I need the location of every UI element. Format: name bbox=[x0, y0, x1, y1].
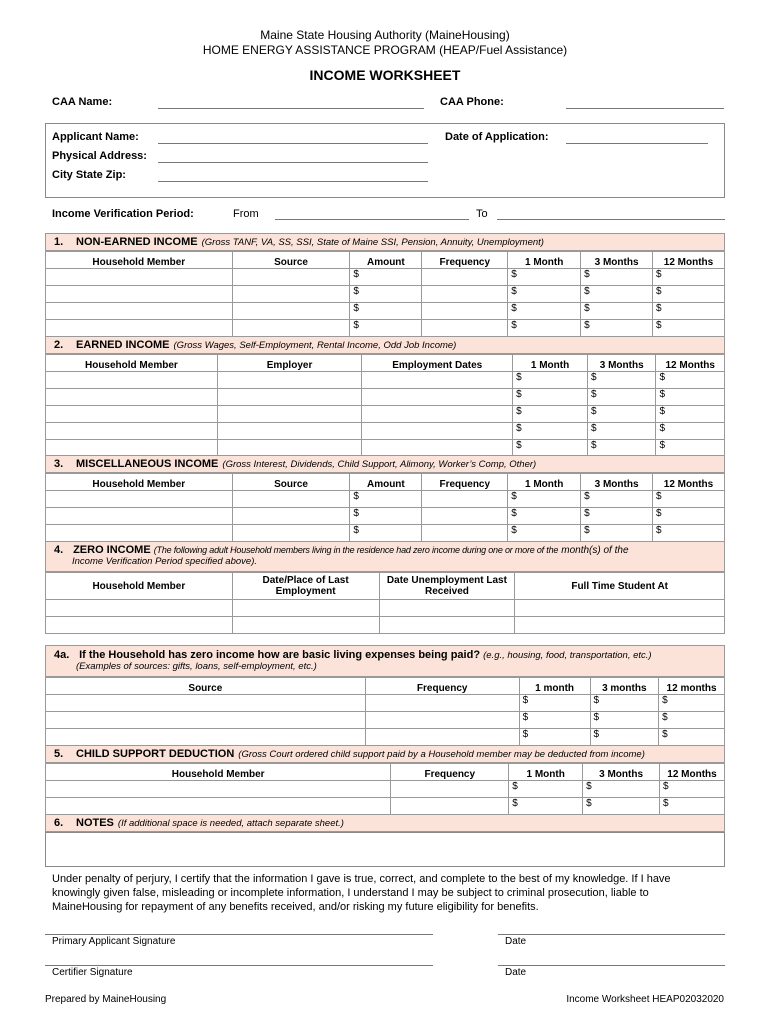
section-4-number: 4. bbox=[54, 544, 64, 556]
child-support-table bbox=[45, 763, 725, 815]
col-frequency: Frequency bbox=[391, 764, 509, 781]
col-1-month: 1 Month bbox=[508, 474, 581, 491]
certifier-signature-label: Certifier Signature bbox=[52, 967, 133, 978]
cell[interactable] bbox=[379, 617, 515, 634]
col-source: Source bbox=[46, 678, 366, 695]
section-3-description: (Gross Interest, Dividends, Child Support, Alimony, Worker’s Comp, Other) bbox=[222, 458, 537, 470]
col-amount: Amount bbox=[350, 474, 422, 491]
dollar-cell[interactable]: $ bbox=[587, 423, 656, 440]
col-12-months: 12 Months bbox=[660, 764, 725, 781]
cell[interactable] bbox=[422, 525, 508, 542]
primary-date-line[interactable] bbox=[498, 934, 725, 935]
dollar-cell[interactable]: $ bbox=[653, 508, 725, 525]
dollar-cell[interactable]: $ bbox=[581, 269, 653, 286]
section-4-header bbox=[45, 541, 725, 572]
dollar-cell[interactable]: $ bbox=[656, 389, 725, 406]
cell[interactable] bbox=[362, 440, 513, 457]
dollar-cell[interactable]: $ bbox=[581, 525, 653, 542]
period-to-field[interactable] bbox=[497, 219, 725, 220]
col-3-months: 3 Months bbox=[587, 355, 656, 372]
table-row bbox=[46, 440, 725, 457]
cell[interactable] bbox=[422, 320, 508, 337]
col-full-time-student: Full Time Student At bbox=[515, 573, 725, 600]
cell[interactable] bbox=[422, 508, 508, 525]
cell[interactable] bbox=[46, 320, 233, 337]
cell[interactable] bbox=[362, 372, 513, 389]
dollar-cell[interactable]: $ bbox=[513, 423, 588, 440]
dollar-cell[interactable]: $ bbox=[508, 269, 581, 286]
section-3-header bbox=[45, 455, 725, 473]
period-from-field[interactable] bbox=[275, 219, 469, 220]
dollar-cell[interactable]: $ bbox=[587, 440, 656, 457]
cell[interactable] bbox=[46, 600, 233, 617]
dollar-cell[interactable]: $ bbox=[508, 286, 581, 303]
cell[interactable] bbox=[232, 320, 350, 337]
col-frequency: Frequency bbox=[422, 252, 508, 269]
section-2-title: EARNED INCOME bbox=[76, 339, 170, 351]
cell[interactable] bbox=[217, 372, 362, 389]
cell[interactable] bbox=[515, 617, 725, 634]
application-date-label: Date of Application: bbox=[445, 131, 549, 143]
table-row bbox=[46, 525, 725, 542]
col-frequency: Frequency bbox=[365, 678, 519, 695]
section-6-number: 6. bbox=[54, 817, 64, 829]
section-2-number: 2. bbox=[54, 339, 64, 351]
table-row bbox=[46, 617, 725, 634]
certifier-date-label: Date bbox=[505, 967, 527, 978]
section-1-header bbox=[45, 233, 725, 251]
table-row bbox=[46, 286, 725, 303]
table-row bbox=[46, 389, 725, 406]
dollar-cell[interactable]: $ bbox=[660, 798, 725, 815]
dollar-cell[interactable]: $ bbox=[508, 491, 581, 508]
col-1-month: 1 Month bbox=[509, 764, 583, 781]
cell[interactable] bbox=[232, 491, 350, 508]
section-5-header bbox=[45, 745, 725, 763]
cell[interactable] bbox=[362, 423, 513, 440]
cell[interactable] bbox=[46, 712, 366, 729]
miscellaneous-income-table bbox=[45, 473, 725, 542]
cell[interactable] bbox=[362, 406, 513, 423]
col-1-month: 1 month bbox=[519, 678, 590, 695]
cell[interactable] bbox=[46, 303, 233, 320]
section-5-description: (Gross Court ordered child support paid by a Household member may be deducted from income) bbox=[238, 748, 645, 760]
dollar-cell[interactable]: $ bbox=[350, 525, 422, 542]
caa-name-label: CAA Name: bbox=[52, 96, 113, 108]
footer-prepared-by: Prepared by MaineHousing bbox=[45, 994, 167, 1005]
certification-line-2: knowingly given false, misleading or incomplete information, I understand I may be subject to criminal prosecution, liable to bbox=[52, 887, 649, 899]
dollar-cell[interactable]: $ bbox=[587, 372, 656, 389]
certifier-signature-line[interactable] bbox=[45, 965, 433, 966]
caa-phone-label: CAA Phone: bbox=[440, 96, 504, 108]
col-amount: Amount bbox=[350, 252, 422, 269]
applicant-name-label: Applicant Name: bbox=[52, 131, 139, 143]
certification-line-1: Under penalty of perjury, I certify that the information I gave is true, correct, and complete to the best of my knowledge. If I have bbox=[52, 873, 671, 885]
dollar-cell[interactable]: $ bbox=[350, 269, 422, 286]
dollar-cell[interactable]: $ bbox=[508, 303, 581, 320]
cell[interactable] bbox=[422, 286, 508, 303]
cell[interactable] bbox=[232, 617, 379, 634]
cell[interactable] bbox=[422, 269, 508, 286]
cell[interactable] bbox=[232, 303, 350, 320]
cell[interactable] bbox=[365, 729, 519, 746]
section-4-title: ZERO INCOME bbox=[73, 544, 151, 556]
application-date-field[interactable] bbox=[566, 143, 708, 144]
col-source: Source bbox=[232, 252, 350, 269]
city-state-zip-field[interactable] bbox=[158, 181, 428, 182]
cell[interactable] bbox=[217, 389, 362, 406]
certification-line-3: MaineHousing for repayment of any benefits received, and/or risking my future eligibility for benefits. bbox=[52, 901, 539, 913]
cell[interactable] bbox=[46, 269, 233, 286]
table-row bbox=[46, 320, 725, 337]
section-5-number: 5. bbox=[54, 748, 64, 760]
section-2-header bbox=[45, 336, 725, 354]
table-row bbox=[46, 600, 725, 617]
dollar-cell[interactable]: $ bbox=[583, 781, 660, 798]
dollar-cell[interactable]: $ bbox=[350, 303, 422, 320]
caa-phone-field[interactable] bbox=[566, 108, 724, 109]
certification-text bbox=[52, 872, 732, 914]
col-3-months: 3 Months bbox=[581, 474, 653, 491]
table-row bbox=[46, 712, 725, 729]
dollar-cell[interactable]: $ bbox=[350, 508, 422, 525]
col-12-months: 12 Months bbox=[656, 355, 725, 372]
col-last-employment: Date/Place of Last Employment bbox=[232, 573, 379, 600]
section-4a-header bbox=[45, 645, 725, 677]
primary-signature-label: Primary Applicant Signature bbox=[52, 936, 176, 947]
cell[interactable] bbox=[217, 423, 362, 440]
col-12-months: 12 Months bbox=[653, 474, 725, 491]
section-4-description: (The following adult Household members living in the residence had zero income during one or more of the bbox=[153, 545, 559, 555]
cell[interactable] bbox=[515, 600, 725, 617]
dollar-cell[interactable]: $ bbox=[350, 286, 422, 303]
non-earned-income-table bbox=[45, 251, 725, 337]
footer-form-id: Income Worksheet HEAP02032020 bbox=[566, 994, 724, 1005]
cell[interactable] bbox=[232, 508, 350, 525]
dollar-cell[interactable]: $ bbox=[508, 525, 581, 542]
zero-income-table bbox=[45, 572, 725, 634]
table-row bbox=[46, 269, 725, 286]
dollar-cell[interactable]: $ bbox=[513, 372, 588, 389]
cell[interactable] bbox=[232, 286, 350, 303]
section-3-title: MISCELLANEOUS INCOME bbox=[76, 458, 219, 470]
table-row bbox=[46, 303, 725, 320]
cell[interactable] bbox=[217, 440, 362, 457]
physical-address-field[interactable] bbox=[158, 162, 428, 163]
section-6-title: NOTES bbox=[76, 817, 114, 829]
col-1-month: 1 Month bbox=[513, 355, 588, 372]
dollar-cell[interactable]: $ bbox=[653, 303, 725, 320]
cell[interactable] bbox=[46, 525, 233, 542]
primary-date-label: Date bbox=[505, 936, 527, 947]
cell[interactable] bbox=[365, 695, 519, 712]
cell[interactable] bbox=[46, 372, 218, 389]
dollar-cell[interactable]: $ bbox=[508, 508, 581, 525]
col-employer: Employer bbox=[217, 355, 362, 372]
dollar-cell[interactable]: $ bbox=[653, 491, 725, 508]
cell[interactable] bbox=[391, 798, 509, 815]
dollar-cell[interactable]: $ bbox=[513, 406, 588, 423]
dollar-cell[interactable]: $ bbox=[581, 508, 653, 525]
cell[interactable] bbox=[46, 798, 391, 815]
cell[interactable] bbox=[232, 269, 350, 286]
dollar-cell[interactable]: $ bbox=[659, 712, 725, 729]
dollar-cell[interactable]: $ bbox=[656, 372, 725, 389]
zero-income-sources-table bbox=[45, 677, 725, 746]
dollar-cell[interactable]: $ bbox=[508, 320, 581, 337]
from-label: From bbox=[233, 208, 259, 220]
section-4a-description: (e.g., housing, food, transportation, etc.) bbox=[483, 650, 652, 661]
cell[interactable] bbox=[422, 303, 508, 320]
cell[interactable] bbox=[232, 600, 379, 617]
caa-name-field[interactable] bbox=[158, 108, 424, 109]
to-label: To bbox=[476, 208, 488, 220]
dollar-cell[interactable]: $ bbox=[659, 729, 725, 746]
dollar-cell[interactable]: $ bbox=[653, 525, 725, 542]
dollar-cell[interactable]: $ bbox=[587, 406, 656, 423]
program-name: HOME ENERGY ASSISTANCE PROGRAM (HEAP/Fuel Assistance) bbox=[202, 43, 568, 57]
dollar-cell[interactable]: $ bbox=[653, 320, 725, 337]
section-4-description-2: Income Verification Period specified above). bbox=[72, 556, 257, 567]
col-1-month: 1 Month bbox=[508, 252, 581, 269]
table-row bbox=[46, 781, 725, 798]
applicant-name-field[interactable] bbox=[158, 143, 428, 144]
cell[interactable] bbox=[362, 389, 513, 406]
cell[interactable] bbox=[422, 491, 508, 508]
cell[interactable] bbox=[46, 389, 218, 406]
section-1-number: 1. bbox=[54, 236, 64, 248]
table-row bbox=[46, 406, 725, 423]
dollar-cell[interactable]: $ bbox=[519, 695, 590, 712]
col-household-member: Household Member bbox=[46, 252, 233, 269]
cell[interactable] bbox=[46, 423, 218, 440]
col-3-months: 3 Months bbox=[581, 252, 653, 269]
cell[interactable] bbox=[46, 508, 233, 525]
section-4a-examples: (Examples of sources: gifts, loans, self-employment, etc.) bbox=[76, 661, 317, 672]
section-5-title: CHILD SUPPORT DEDUCTION bbox=[76, 748, 235, 760]
cell[interactable] bbox=[46, 406, 218, 423]
col-frequency: Frequency bbox=[422, 474, 508, 491]
table-row bbox=[46, 695, 725, 712]
cell[interactable] bbox=[217, 406, 362, 423]
dollar-cell[interactable]: $ bbox=[656, 440, 725, 457]
dollar-cell[interactable]: $ bbox=[350, 491, 422, 508]
table-row bbox=[46, 423, 725, 440]
col-source: Source bbox=[232, 474, 350, 491]
dollar-cell[interactable]: $ bbox=[581, 491, 653, 508]
col-household-member: Household Member bbox=[46, 474, 233, 491]
cell[interactable] bbox=[391, 781, 509, 798]
dollar-cell[interactable]: $ bbox=[581, 303, 653, 320]
section-6-header bbox=[45, 814, 725, 832]
dollar-cell[interactable]: $ bbox=[659, 695, 725, 712]
col-12-months: 12 months bbox=[659, 678, 725, 695]
physical-address-label: Physical Address: bbox=[52, 150, 147, 162]
certifier-date-line[interactable] bbox=[498, 965, 725, 966]
cell[interactable] bbox=[46, 440, 218, 457]
cell[interactable] bbox=[46, 617, 233, 634]
agency-name: Maine State Housing Authority (MaineHousing) bbox=[260, 28, 510, 42]
dollar-cell[interactable]: $ bbox=[587, 389, 656, 406]
dollar-cell[interactable]: $ bbox=[350, 320, 422, 337]
section-4a-title: If the Household has zero income how are basic living expenses being paid? bbox=[79, 649, 481, 661]
dollar-cell[interactable]: $ bbox=[519, 712, 590, 729]
dollar-cell[interactable]: $ bbox=[653, 286, 725, 303]
table-row bbox=[46, 508, 725, 525]
col-unemployment-last-received: Date Unemployment Last Received bbox=[379, 573, 515, 600]
dollar-cell[interactable]: $ bbox=[513, 440, 588, 457]
earned-income-table bbox=[45, 354, 725, 457]
dollar-cell[interactable]: $ bbox=[513, 389, 588, 406]
dollar-cell[interactable]: $ bbox=[590, 695, 659, 712]
col-employment-dates: Employment Dates bbox=[362, 355, 513, 372]
dollar-cell[interactable]: $ bbox=[656, 406, 725, 423]
dollar-cell[interactable]: $ bbox=[590, 729, 659, 746]
cell[interactable] bbox=[365, 712, 519, 729]
table-row bbox=[46, 729, 725, 746]
dollar-cell[interactable]: $ bbox=[509, 781, 583, 798]
col-3-months: 3 months bbox=[590, 678, 659, 695]
dollar-cell[interactable]: $ bbox=[656, 423, 725, 440]
dollar-cell[interactable]: $ bbox=[583, 798, 660, 815]
section-3-number: 3. bbox=[54, 458, 64, 470]
section-4a-number: 4a. bbox=[54, 649, 70, 661]
section-1-title: NON-EARNED INCOME bbox=[76, 236, 198, 248]
primary-signature-line[interactable] bbox=[45, 934, 433, 935]
dollar-cell[interactable]: $ bbox=[581, 320, 653, 337]
section-1-description: (Gross TANF, VA, SS, SSI, State of Maine SSI, Pension, Annuity, Unemployment) bbox=[201, 236, 544, 248]
cell[interactable] bbox=[379, 600, 515, 617]
cell[interactable] bbox=[46, 729, 366, 746]
section-6-description: (If additional space is needed, attach separate sheet.) bbox=[117, 817, 344, 829]
applicant-box bbox=[45, 123, 725, 198]
section-4-description-month: month(s) of the bbox=[561, 545, 629, 556]
col-12-months: 12 Months bbox=[653, 252, 725, 269]
dollar-cell[interactable]: $ bbox=[653, 269, 725, 286]
col-household-member: Household Member bbox=[46, 573, 233, 600]
table-row bbox=[46, 491, 725, 508]
cell[interactable] bbox=[46, 491, 233, 508]
cell[interactable] bbox=[46, 695, 366, 712]
notes-area[interactable] bbox=[45, 832, 725, 867]
verification-period-label: Income Verification Period: bbox=[52, 208, 194, 220]
city-state-zip-label: City State Zip: bbox=[52, 169, 126, 181]
dollar-cell[interactable]: $ bbox=[660, 781, 725, 798]
table-row bbox=[46, 372, 725, 389]
table-row bbox=[46, 798, 725, 815]
dollar-cell[interactable]: $ bbox=[509, 798, 583, 815]
cell[interactable] bbox=[46, 286, 233, 303]
cell[interactable] bbox=[46, 781, 391, 798]
dollar-cell[interactable]: $ bbox=[581, 286, 653, 303]
dollar-cell[interactable]: $ bbox=[519, 729, 590, 746]
page-title: INCOME WORKSHEET bbox=[309, 67, 461, 83]
cell[interactable] bbox=[232, 525, 350, 542]
col-household-member: Household Member bbox=[46, 764, 391, 781]
section-2-description: (Gross Wages, Self-Employment, Rental Income, Odd Job Income) bbox=[173, 339, 457, 351]
dollar-cell[interactable]: $ bbox=[590, 712, 659, 729]
col-3-months: 3 Months bbox=[583, 764, 660, 781]
col-household-member: Household Member bbox=[46, 355, 218, 372]
